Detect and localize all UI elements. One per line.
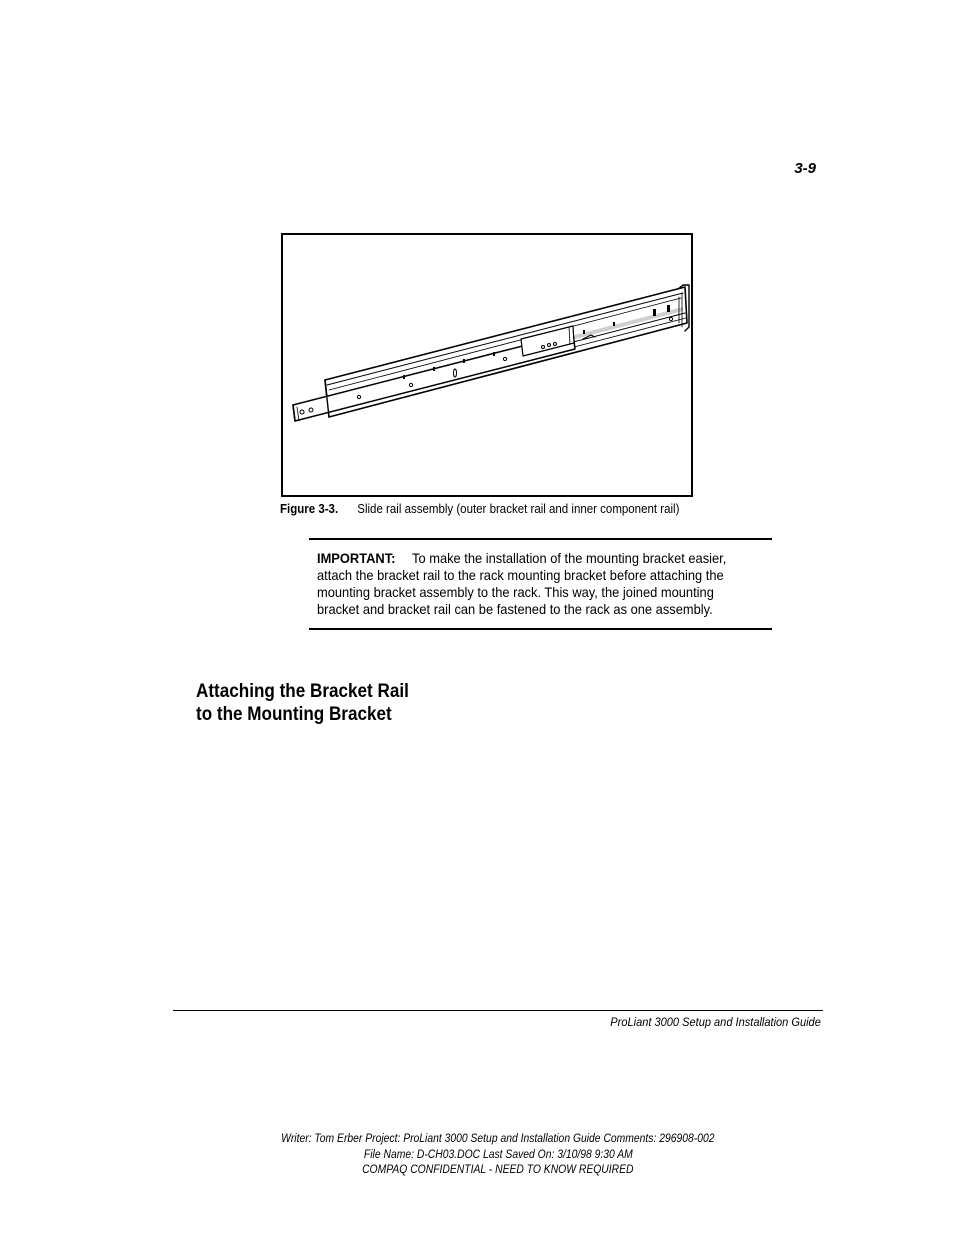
footer-meta-line1-text: Writer: Tom Erber Project: ProLiant 3000 Setup and Installation Guide Comments: 296908-002 <box>281 1133 715 1145</box>
footer-meta-line3 <box>0 1164 954 1176</box>
footer-guide-title: ProLiant 3000 Setup and Installation Guide <box>610 1015 821 1029</box>
section-heading <box>196 680 430 726</box>
important-note-paragraph <box>317 550 759 618</box>
section-heading-line1: Attaching the Bracket Rail <box>196 681 409 702</box>
important-note <box>309 538 772 630</box>
figure-label: Figure 3-3. <box>280 502 339 516</box>
important-label: IMPORTANT: <box>317 550 396 566</box>
important-text: To make the installation of the mounting bracket easier, attach the bracket rail to the rack mounting bracket before attaching the mounting bracket assembly to the rack. This way, the joined mounting bracket and bracket rail can be fastened to the rack as one assembly. <box>317 550 727 617</box>
footer-meta-line3-text: COMPAQ CONFIDENTIAL - NEED TO KNOW REQUIRED <box>362 1164 634 1176</box>
page-number: 3-9 <box>794 160 816 177</box>
section-heading-line2: to the Mounting Bracket <box>196 704 392 725</box>
footer-meta-line2-text: File Name: D-CH03.DOC Last Saved On: 3/10/98 9:30 AM <box>363 1149 633 1161</box>
footer-meta-line2 <box>0 1149 954 1161</box>
figure-caption <box>280 502 679 516</box>
footer-meta-line1 <box>0 1133 954 1145</box>
figure-frame <box>281 233 693 497</box>
slide-rail-illustration-icon <box>283 235 691 495</box>
figure-caption-text: Slide rail assembly (outer bracket rail and inner component rail) <box>357 502 680 516</box>
footer-rule <box>173 1010 823 1011</box>
